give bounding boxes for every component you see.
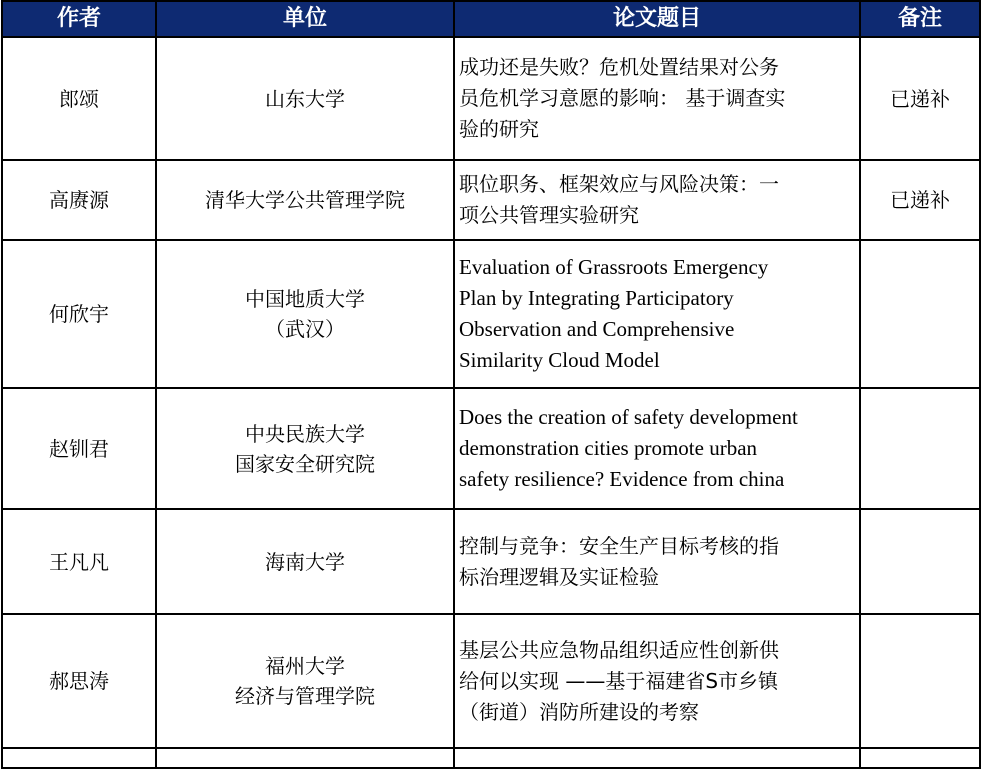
title-line: （街道）消防所建设的考察 <box>459 699 699 724</box>
title-cell <box>454 160 860 240</box>
unit-cell <box>156 388 454 509</box>
note-cell <box>860 614 980 748</box>
note-cell <box>860 240 980 388</box>
note-cell <box>860 509 980 614</box>
author-cell: 王凡凡 <box>2 509 156 614</box>
unit-cell <box>156 37 454 160</box>
table-row <box>2 37 980 160</box>
unit-line: 清华大学公共管理学院 <box>205 188 405 212</box>
author-cell: 赵钏君 <box>2 388 156 509</box>
title-line: 成功还是失败？危机处置结果对公务 <box>459 55 779 79</box>
title-line: 员危机学习意愿的影响： 基于调查实 <box>459 86 786 110</box>
unit-cell <box>156 614 454 748</box>
author-cell: 高赓源 <box>2 160 156 240</box>
unit-line: 经济与管理学院 <box>235 684 375 708</box>
paper-table <box>1 0 981 769</box>
header-unit: 单位 <box>156 1 454 37</box>
title-line: 控制与竞争：安全生产目标考核的指 <box>459 533 779 558</box>
note-cell <box>860 388 980 509</box>
unit-cell <box>156 240 454 388</box>
unit-line: 中央民族大学 <box>245 421 365 446</box>
table-header-row <box>2 1 980 37</box>
title-line: Plan by Integrating Participatory <box>459 286 734 310</box>
title-cell <box>454 509 860 614</box>
unit-line: 海南大学 <box>265 549 345 574</box>
unit-line: 国家安全研究院 <box>235 451 375 476</box>
empty-cell <box>2 748 156 768</box>
title-cell <box>454 240 860 388</box>
title-line: demonstration cities promote urban <box>459 436 758 460</box>
author-cell: 何欣宇 <box>2 240 156 388</box>
title-cell <box>454 388 860 509</box>
title-cell <box>454 37 860 160</box>
empty-cell <box>156 748 454 768</box>
title-line: 项公共管理实验研究 <box>459 203 639 227</box>
header-note: 备注 <box>860 1 980 37</box>
table-row <box>2 388 980 509</box>
title-line: 标治理逻辑及实证检验 <box>459 564 659 589</box>
header-title: 论文题目 <box>454 1 860 37</box>
title-line: Observation and Comprehensive <box>459 317 735 341</box>
note-cell: 已递补 <box>860 160 980 240</box>
title-line: Does the creation of safety development <box>459 405 798 429</box>
empty-cell <box>454 748 860 768</box>
unit-line: 山东大学 <box>265 86 345 111</box>
title-cell <box>454 614 860 748</box>
title-line: Similarity Cloud Model <box>459 348 660 372</box>
title-line: 职位职务、框架效应与风险决策：一 <box>459 172 779 196</box>
empty-cell <box>860 748 980 768</box>
author-cell: 郎颂 <box>2 37 156 160</box>
table-row <box>2 240 980 388</box>
unit-line: 中国地质大学 <box>245 287 365 311</box>
unit-cell <box>156 509 454 614</box>
unit-line: （武汉） <box>265 317 345 341</box>
table-row <box>2 509 980 614</box>
table-row <box>2 614 980 748</box>
title-line: 给何以实现 ——基于福建省S市乡镇 <box>459 668 779 693</box>
unit-cell <box>156 160 454 240</box>
title-line: 验的研究 <box>459 117 539 141</box>
note-cell: 已递补 <box>860 37 980 160</box>
title-line: safety resilience? Evidence from china <box>459 467 785 491</box>
header-author: 作者 <box>2 1 156 37</box>
table-row-partial <box>2 748 980 768</box>
author-cell: 郝思涛 <box>2 614 156 748</box>
title-line: Evaluation of Grassroots Emergency <box>459 255 769 279</box>
unit-line: 福州大学 <box>265 654 345 678</box>
table-row <box>2 160 980 240</box>
title-line: 基层公共应急物品组织适应性创新供 <box>459 637 779 662</box>
